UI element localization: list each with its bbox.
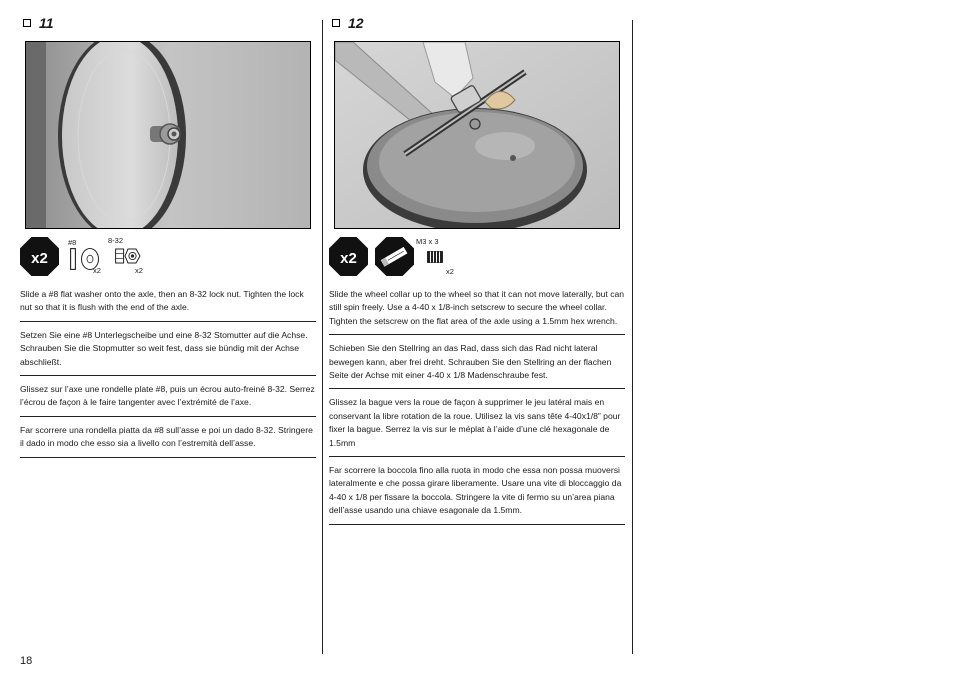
instruction-german: Schieben Sie den Stellring an das Rad, dass sich das Rad nicht lateral bewegen kann, aber frei dreht. Schrauben Sie den Stellring an der flachen Seite der Achse mit einer 4-40 x 1/8 Madenschraube fest. [329, 341, 625, 389]
page-number: 18 [20, 655, 33, 667]
instruction-italian: Far scorrere una rondella piatta da #8 sull’asse e poi un dado 8-32. Stringere il dado in modo che esso sia a livello con l’estremità dell’asse. [20, 423, 316, 458]
quantity-badge-text: x2 [31, 250, 48, 267]
lock-nut-icon [115, 248, 141, 264]
instruction-english: Slide the wheel collar up to the wheel so that it can not move laterally, but can still spin freely. Use a 4-40 x 1/8-inch setscrew to secure the wheel collar. Tighten the setscrew on the flat area of the axle using a 1.5mm hex wrench. [329, 287, 625, 335]
step-12-header [332, 14, 364, 32]
step-11-photo [25, 41, 311, 229]
step-11-header [23, 14, 54, 32]
nut-size-label: 8-32 [108, 236, 124, 245]
step-11-checkbox[interactable] [23, 19, 31, 27]
washer-size-label: #8 [68, 238, 77, 247]
step-12-instructions [329, 287, 625, 531]
step-11-parts [20, 235, 316, 279]
column-divider-left [322, 20, 323, 654]
instruction-french: Glissez sur l’axe une rondelle plate #8, puis un écrou auto-freiné 8-32. Serrez l’écrou de façon à le faire tangenter avec l’extrémité de l’axe. [20, 382, 316, 417]
quantity-badge-octagon-icon [329, 237, 368, 276]
step-12-checkbox[interactable] [332, 19, 340, 27]
step-11-number: 11 [39, 15, 54, 31]
nut-count: x2 [135, 266, 143, 275]
setscrew-icon [427, 251, 443, 263]
step-11-instructions [20, 287, 316, 464]
setscrew-count: x2 [446, 267, 454, 276]
instruction-italian: Far scorrere la boccola fino alla ruota in modo che essa non possa muoversi lateralmente e che possa girare liberamente. Usare una vite di bloccaggio da 4-40 x 1/8 per fissare la boccola. Stringere la vite di fermo su un’area piana dell’asse usando una chiave esagonale da 1.5mm. [329, 463, 625, 525]
washer-count: x2 [93, 266, 101, 275]
flat-washer-edge-icon [70, 248, 76, 270]
quantity-badge-octagon-icon [20, 237, 59, 276]
step-12-number: 12 [348, 15, 364, 31]
instruction-english: Slide a #8 flat washer onto the axle, then an 8-32 lock nut. Tighten the lock nut so that it is flush with the end of the axle. [20, 287, 316, 322]
column-divider-right [632, 20, 633, 654]
step-12-parts [329, 235, 625, 279]
instruction-french: Glissez la bague vers la roue de façon à supprimer le jeu latéral mais en conservant la libre rotation de la roue. Utilisez la vis sans tête 4-40x1/8” pour fixer la bague. Serrez la vis sur le méplat à l’aide d’une clé hexagonale de 1.5mm [329, 395, 625, 457]
hex-wrench-icon [375, 237, 414, 276]
quantity-badge-text: x2 [340, 250, 357, 267]
setscrew-size-label: M3 x 3 [416, 237, 439, 246]
instruction-german: Setzen Sie eine #8 Unterlegscheibe und eine 8-32 Stomutter auf die Achse. Schrauben Sie die Stopmutter so weit fest, dass sie bündig mit der Achse abschließt. [20, 328, 316, 376]
step-12-photo [334, 41, 620, 229]
